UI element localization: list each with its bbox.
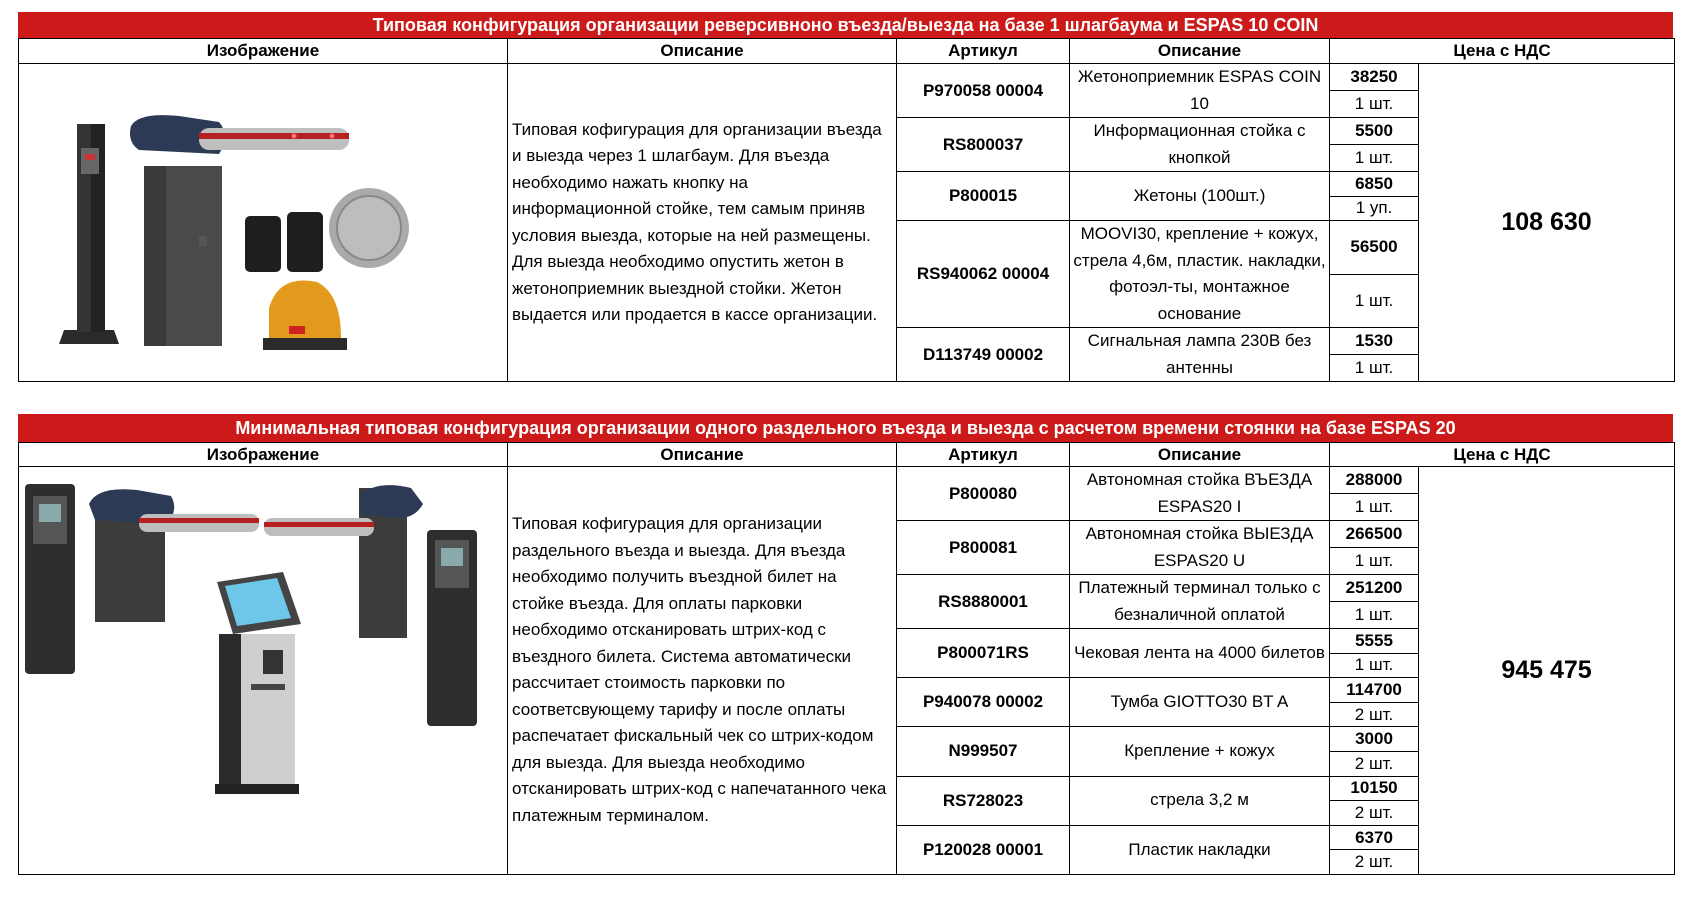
config-description: Типовая кофигурация для организации въезда и выезда через 1 шлагбаум. Для въезда необходимо нажать кнопку на информационной стойке, тем самым приняв условия выезда, которые на ней размещены. Для выезда необходимо опустить жетон в жетоноприемник выездной стойки. Жетон выдается или продается в кассе организации. (508, 64, 897, 382)
header-price: Цена с НДС (1330, 443, 1675, 467)
item-price: 266500 (1330, 521, 1419, 548)
item-description: Автономная стойка ВЫЕЗДА ESPAS20 U (1070, 521, 1330, 575)
item-price: 6370 (1330, 825, 1419, 850)
config-table (18, 38, 1675, 382)
header-description: Описание (508, 39, 897, 64)
product-image-cell (19, 64, 508, 382)
section-title: Минимальная типовая конфигурация организации одного раздельного въезда и выезда с расчетом времени стоянки на базе ESPAS 20 (18, 414, 1673, 442)
item-description: Чековая лента на 4000 билетов (1070, 629, 1330, 678)
item-description: Автономная стойка ВЪЕЗДА ESPAS20 I (1070, 467, 1330, 521)
item-article: D113749 00002 (897, 328, 1070, 382)
item-description: Крепление + кожух (1070, 727, 1330, 776)
header-item-description: Описание (1070, 39, 1330, 64)
header-row (19, 39, 1675, 64)
item-qty: 2 шт. (1330, 702, 1419, 727)
item-description: Сигнальная лампа 230В без антенны (1070, 328, 1330, 382)
item-qty: 1 шт. (1330, 355, 1419, 382)
item-qty: 1 шт. (1330, 653, 1419, 678)
section-title: Типовая конфигурация организации реверсивноно въезда/выезда на базе 1 шлагбаума и ESPAS 10 COIN (18, 12, 1673, 38)
item-qty: 1 шт. (1330, 494, 1419, 521)
item-qty: 2 шт. (1330, 751, 1419, 776)
item-article: RS940062 00004 (897, 221, 1070, 328)
header-item-description: Описание (1070, 443, 1330, 467)
item-qty: 1 шт. (1330, 548, 1419, 575)
header-article: Артикул (897, 443, 1070, 467)
item-price: 6850 (1330, 172, 1419, 197)
item-price: 38250 (1330, 64, 1419, 91)
item-qty: 1 шт. (1330, 274, 1419, 328)
item-article: P970058 00004 (897, 64, 1070, 118)
item-price: 288000 (1330, 467, 1419, 494)
item-qty: 1 шт. (1330, 602, 1419, 629)
item-article: P120028 00001 (897, 825, 1070, 874)
total-price: 108 630 (1419, 64, 1675, 382)
item-price: 251200 (1330, 575, 1419, 602)
parking-system-illustration (19, 474, 508, 866)
item-article: RS728023 (897, 776, 1070, 825)
item-article: P800071RS (897, 629, 1070, 678)
item-qty: 1 уп. (1330, 196, 1419, 221)
item-price: 5500 (1330, 118, 1419, 145)
item-description: стрела 3,2 м (1070, 776, 1330, 825)
item-price: 1530 (1330, 328, 1419, 355)
item-article: RS800037 (897, 118, 1070, 172)
item-price: 114700 (1330, 678, 1419, 703)
item-description: Тумба GIOTTO30 BT A (1070, 678, 1330, 727)
header-image: Изображение (19, 443, 508, 467)
product-image-cell (19, 467, 508, 875)
item-qty: 2 шт. (1330, 850, 1419, 875)
config-table (18, 442, 1675, 875)
item-description: MOOVI30, крепление + кожух, стрела 4,6м, пластик. накладки, фотоэл-ты, монтажное основание (1070, 221, 1330, 328)
item-price: 3000 (1330, 727, 1419, 752)
item-qty: 1 шт. (1330, 91, 1419, 118)
header-article: Артикул (897, 39, 1070, 64)
header-row (19, 443, 1675, 467)
item-description: Пластик накладки (1070, 825, 1330, 874)
header-description: Описание (508, 443, 897, 467)
total-price: 945 475 (1419, 467, 1675, 875)
item-article: RS8880001 (897, 575, 1070, 629)
item-article: P800080 (897, 467, 1070, 521)
item-description: Платежный терминал только с безналичной оплатой (1070, 575, 1330, 629)
item-article: P800015 (897, 172, 1070, 221)
item-article: P940078 00002 (897, 678, 1070, 727)
item-qty: 1 шт. (1330, 145, 1419, 172)
barrier-kit-illustration (19, 76, 508, 369)
item-price: 5555 (1330, 629, 1419, 654)
item-description: Жетоны (100шт.) (1070, 172, 1330, 221)
item-description: Жетоноприемник ESPAS COIN 10 (1070, 64, 1330, 118)
item-price: 10150 (1330, 776, 1419, 801)
config-description: Типовая кофигурация для организации раздельного въезда и выезда. Для въезда необходимо получить въездной билет на стойке въезда. Для оплаты парковки необходимо отсканировать штрих-код с въездного билета. Система автоматически рассчитает стоимость парковки по соответсвующему тарифу и после оплаты распечатает фискальный чек со штрих-кодом для выезда. Для выезда необходимо отсканировать штрих-код с напечатанного чека платежным терминалом. (508, 467, 897, 875)
item-article: P800081 (897, 521, 1070, 575)
item-article: N999507 (897, 727, 1070, 776)
item-description: Информационная стойка с кнопкой (1070, 118, 1330, 172)
item-price: 56500 (1330, 221, 1419, 275)
header-price: Цена с НДС (1330, 39, 1675, 64)
header-image: Изображение (19, 39, 508, 64)
item-qty: 2 шт. (1330, 801, 1419, 826)
